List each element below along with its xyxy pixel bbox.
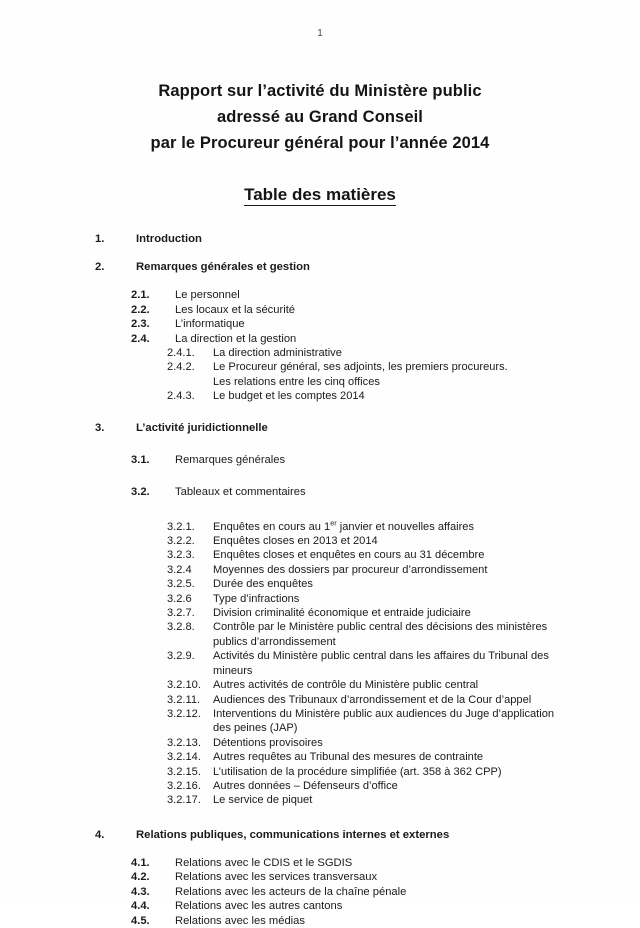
toc-entry-3-1 <box>131 453 585 468</box>
toc-number: 3.2.16. <box>167 779 201 792</box>
toc-label: Division criminalité économique et entraide judiciaire <box>213 607 471 620</box>
toc-entry-3-2 <box>131 485 585 500</box>
document-title-line-1: Rapport sur l’activité du Ministère public <box>158 82 482 100</box>
toc-entry-3-2-16 <box>167 779 585 793</box>
toc-label: Tableaux et commentaires <box>175 485 306 498</box>
toc-number: 2.2. <box>131 303 150 316</box>
spacer <box>0 808 640 828</box>
toc-label: Le budget et les comptes 2014 <box>213 390 365 403</box>
toc-entry-4 <box>95 828 585 843</box>
toc-number: 2.4.2. <box>167 361 195 374</box>
toc-entry-3-2-11 <box>167 693 585 707</box>
toc-label: Détentions provisoires <box>213 736 323 749</box>
toc-entry-1 <box>95 232 585 247</box>
toc-entry-3-2-5 <box>167 577 585 591</box>
toc-number: 3.2.4 <box>167 563 192 576</box>
spacer <box>0 404 640 421</box>
toc-label: Relations avec les services transversaux <box>175 871 378 884</box>
toc-number: 3.2.9. <box>167 650 195 663</box>
toc-number: 3.2.7. <box>167 607 195 620</box>
toc-entry-3-2-1 <box>167 517 585 534</box>
toc-label: Le personnel <box>175 289 240 301</box>
toc-number: 2. <box>95 261 105 273</box>
toc-label <box>213 517 585 534</box>
toc-entry-3-2-13 <box>167 736 585 750</box>
toc-label <box>213 360 585 389</box>
toc-entry-3-2-2 <box>167 534 585 548</box>
toc-label: Enquêtes closes en 2013 et 2014 <box>213 535 378 548</box>
toc-label: Type d’infractions <box>213 592 300 605</box>
toc-label <box>213 620 585 649</box>
toc-number: 4.2. <box>131 871 150 884</box>
toc-label-line-2: Les relations entre les cinq offices <box>213 375 380 388</box>
toc-label: L’informatique <box>175 318 245 330</box>
toc-number: 3.2.2. <box>167 535 195 548</box>
toc-label: Relations avec les autres cantons <box>175 900 343 913</box>
toc-label-line-2: mineurs <box>213 664 253 677</box>
toc-label: Audiences des Tribunaux d’arrondissement et de la Cour d’appel <box>213 693 532 706</box>
ordinal-superscript: er <box>330 517 337 527</box>
toc-label: Durée des enquêtes <box>213 578 313 591</box>
toc-label-line-1: Activités du Ministère public central dans les affaires du Tribunal des <box>213 650 549 663</box>
toc-number: 2.4. <box>131 332 150 345</box>
toc-entry-4-1 <box>131 856 585 871</box>
table-of-contents-heading <box>60 185 580 205</box>
toc-number: 2.3. <box>131 318 150 330</box>
toc-label: Le service de piquet <box>213 794 313 807</box>
toc-entry-2 <box>95 260 585 275</box>
toc-entry-4-4 <box>131 899 585 914</box>
table-of-contents-heading-text: Table des matières <box>244 185 396 204</box>
spacer <box>0 500 640 520</box>
toc-number: 4.5. <box>131 914 150 927</box>
toc-label-line-1: Le Procureur général, ses adjoints, les premiers procureurs. <box>213 361 508 374</box>
toc-label: L’activité juridictionnelle <box>136 421 268 434</box>
toc-entry-3-2-6 <box>167 592 585 606</box>
spacer <box>0 275 640 288</box>
toc-number: 3.2.10. <box>167 679 201 692</box>
spacer <box>0 436 640 453</box>
document-title <box>60 78 580 156</box>
toc-entry-2-1 <box>131 288 585 303</box>
toc-entry-2-4-2 <box>167 360 585 389</box>
spacer <box>0 468 640 485</box>
toc-number: 3.2.15. <box>167 765 201 778</box>
toc-label: La direction et la gestion <box>175 332 297 345</box>
toc-number: 3.2.3. <box>167 549 195 562</box>
toc-label: Autres activités de contrôle du Ministère public central <box>213 679 479 692</box>
toc-number: 1. <box>95 233 105 245</box>
toc-entry-2-4-3 <box>167 389 585 403</box>
toc-label-line-2: publics d’arrondissement <box>213 635 336 648</box>
toc-number: 4. <box>95 828 105 841</box>
toc-label-line-2: des peines (JAP) <box>213 722 298 735</box>
toc-label-line-1: Contrôle par le Ministère public central des décisions des ministères <box>213 621 548 634</box>
toc-entry-3-2-10 <box>167 678 585 692</box>
toc-number: 3.2.1. <box>167 520 195 533</box>
toc-number: 4.1. <box>131 856 150 869</box>
toc-label: Relations publiques, communications internes et externes <box>136 828 450 841</box>
toc-number: 3.2.17. <box>167 794 201 807</box>
toc-label-pre: Enquêtes en cours au 1 <box>213 520 331 533</box>
toc-number: 3.2.13. <box>167 736 201 749</box>
toc-number: 4.4. <box>131 900 150 913</box>
toc-number: 3.2.5. <box>167 578 195 591</box>
toc-number: 2.4.1. <box>167 347 195 359</box>
toc-entry-3-2-8 <box>167 620 585 649</box>
document-title-line-2: adressé au Grand Conseil <box>217 108 423 126</box>
toc-entry-3-2-17 <box>167 793 585 807</box>
toc-entry-4-2 <box>131 870 585 885</box>
toc-entry-3-2-4 <box>167 563 585 577</box>
toc-number: 2.1. <box>131 289 150 301</box>
toc-entry-2-4-1 <box>167 346 585 360</box>
table-of-contents <box>0 232 640 928</box>
toc-number: 3.2.12. <box>167 707 201 720</box>
toc-number: 4.3. <box>131 885 150 898</box>
toc-number: 3.1. <box>131 453 150 466</box>
toc-label: Moyennes des dossiers par procureur d’arrondissement <box>213 563 488 576</box>
toc-number: 2.4.3. <box>167 390 195 403</box>
toc-entry-2-2 <box>131 303 585 318</box>
toc-entry-3-2-14 <box>167 750 585 764</box>
toc-number: 3.2.11. <box>167 693 201 706</box>
toc-number: 3.2.8. <box>167 621 195 634</box>
toc-label-post: janvier et nouvelles affaires <box>336 520 475 533</box>
toc-label: Remarques générales et gestion <box>136 261 310 273</box>
toc-entry-2-4 <box>131 332 585 347</box>
page-number: 1 <box>317 28 323 39</box>
toc-label: Autres requêtes au Tribunal des mesures de contrainte <box>213 751 484 764</box>
toc-label: Les locaux et la sécurité <box>175 303 296 316</box>
toc-entry-3-2-12 <box>167 707 585 736</box>
toc-entry-4-5 <box>131 914 585 928</box>
toc-entry-2-3 <box>131 317 585 332</box>
toc-number: 3.2. <box>131 485 150 498</box>
toc-number: 3.2.6 <box>167 592 192 605</box>
toc-label <box>213 707 585 736</box>
toc-label <box>213 649 585 678</box>
toc-number: 3.2.14. <box>167 751 201 764</box>
toc-label: Relations avec les acteurs de la chaîne pénale <box>175 885 407 898</box>
toc-entry-4-3 <box>131 885 585 900</box>
toc-entry-3 <box>95 421 585 436</box>
spacer <box>0 843 640 856</box>
toc-entry-3-2-9 <box>167 649 585 678</box>
toc-label: L’utilisation de la procédure simplifiée (art. 358 à 362 CPP) <box>213 765 502 778</box>
toc-entry-3-2-3 <box>167 548 585 562</box>
spacer <box>0 247 640 260</box>
toc-label: Relations avec le CDIS et le SGDIS <box>175 856 353 869</box>
toc-label: Remarques générales <box>175 453 286 466</box>
toc-label-line-1: Interventions du Ministère public aux audiences du Juge d’application <box>213 707 555 720</box>
toc-label: Introduction <box>136 233 202 245</box>
toc-entry-3-2-7 <box>167 606 585 620</box>
toc-label: Relations avec les médias <box>175 914 305 927</box>
toc-label: Enquêtes closes et enquêtes en cours au 31 décembre <box>213 549 485 562</box>
toc-label: Autres données – Défenseurs d’office <box>213 779 398 792</box>
toc-label: La direction administrative <box>213 347 342 359</box>
toc-number: 3. <box>95 421 105 434</box>
toc-entry-3-2-15 <box>167 765 585 779</box>
document-title-line-3: par le Procureur général pour l’année 2014 <box>150 134 490 152</box>
